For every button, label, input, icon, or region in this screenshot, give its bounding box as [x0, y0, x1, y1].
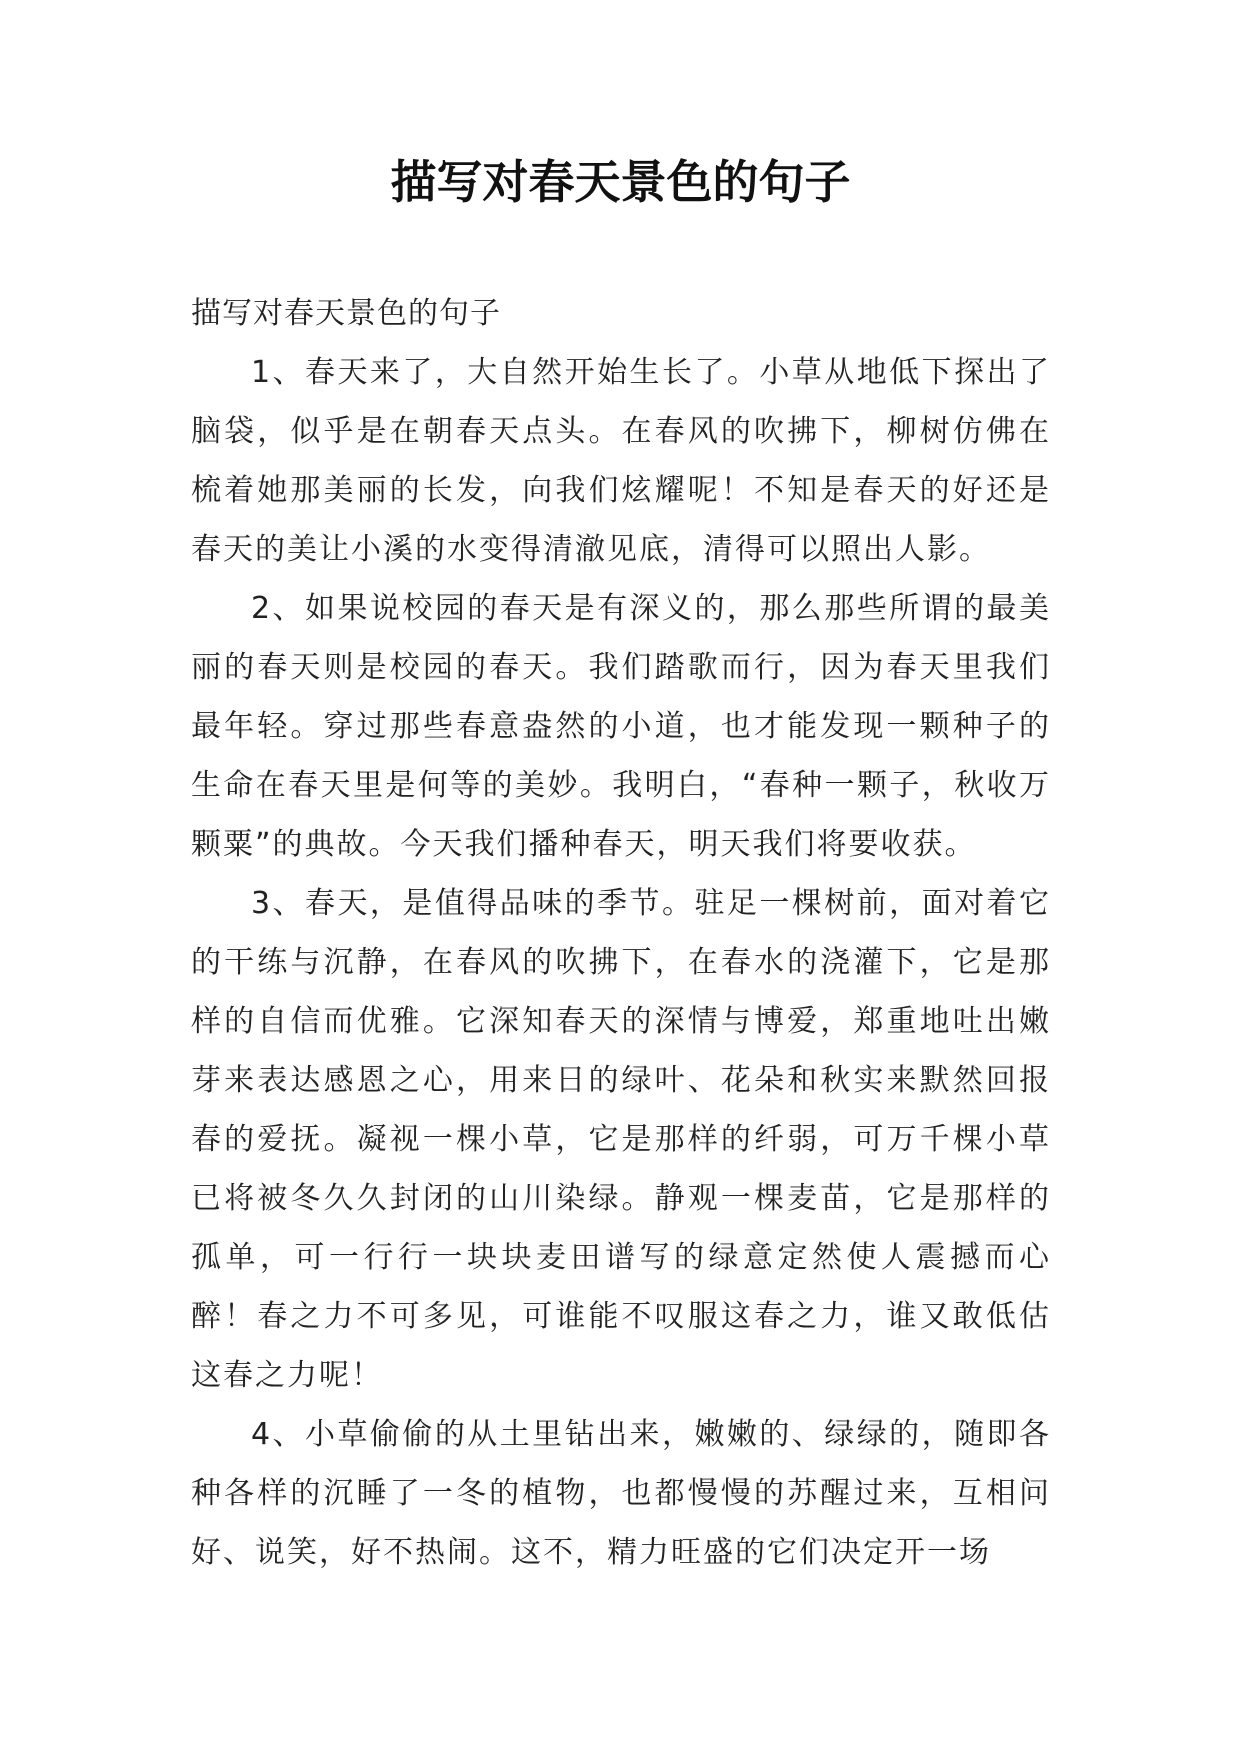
- paragraph-1: 1、春天来了，大自然开始生长了。小草从地低下探出了脑袋，似乎是在朝春天点头。在春风的吹拂下，柳树仿佛在梳着她那美丽的长发，向我们炫耀呢！不知是春天的好还是春天的美让小溪的水变得清澈见底，清得可以照出人影。: [191, 355, 1051, 567]
- paragraph-4: 4、小草偷偷的从土里钻出来，嫩嫩的、绿绿的，随即各种各样的沉睡了一冬的植物，也都慢慢的苏醒过来，互相问好、说笑，好不热闹。这不，精力旺盛的它们决定开一场: [191, 1417, 1051, 1570]
- document-title: 描写对春天景色的句子: [390, 155, 851, 209]
- document-body: [191, 284, 1051, 1582]
- paragraph-2: 2、如果说校园的春天是有深义的，那么那些所谓的最美丽的春天则是校园的春天。我们踏歌而行，因为春天里我们最年轻。穿过那些春意盎然的小道，也才能发现一颗种子的生命在春天里是何等的美妙。我明白，“春种一颗子，秋收万颗粟”的典故。今天我们播种春天，明天我们将要收获。: [191, 591, 1051, 862]
- paragraph-3: 3、春天，是值得品味的季节。驻足一棵树前，面对着它的干练与沉静，在春风的吹拂下，在春水的浇灌下，它是那样的自信而优雅。它深知春天的深情与博爱，郑重地吐出嫩芽来表达感恩之心，用来日的绿叶、花朵和秋实来默然回报春的爱抚。凝视一棵小草，它是那样的纤弱，可万千棵小草已将被冬久久封闭的山川染绿。静观一棵麦苗，它是那样的孤单，可一行行一块块麦田谱写的绿意定然使人震撼而心醉！春之力不可多见，可谁能不叹服这春之力，谁又敢低估这春之力呢！: [191, 886, 1051, 1393]
- document-subtitle: 描写对春天景色的句子: [191, 296, 501, 331]
